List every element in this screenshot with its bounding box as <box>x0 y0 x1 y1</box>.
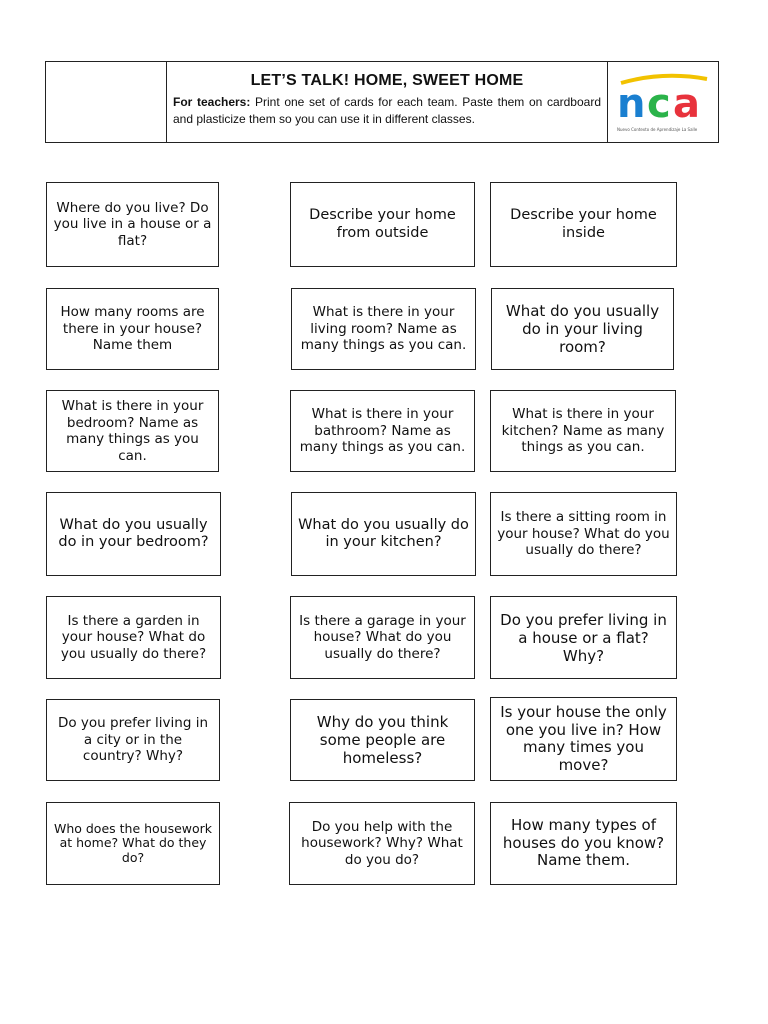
card-text: Do you prefer living in a house or a flat? Why? <box>500 610 667 665</box>
card-text: Describe your home from outside <box>309 207 456 241</box>
question-card <box>289 802 475 885</box>
question-card <box>491 288 674 370</box>
question-card <box>490 697 677 781</box>
header-logo-cell <box>608 62 718 142</box>
instructions-text: Print one set of cards for each team. Paste them on cardboard and plasticize them so you can use it in different classes. <box>173 95 601 126</box>
nca-logo <box>613 69 713 135</box>
logo-letter-n: n <box>617 81 646 127</box>
card-text: Do you help with the housework? Why? What do you do? <box>301 818 463 868</box>
header-title-cell <box>167 62 608 142</box>
logo-letter-a: a <box>673 81 700 127</box>
question-card <box>46 492 221 576</box>
card-text: Why do you think some people are homeless? <box>316 713 449 767</box>
logo-caption: Nuevo Contexto de Aprendizaje La Salle <box>617 127 698 132</box>
card-text: Is there a garden in your house? What do you usually do there? <box>60 612 207 662</box>
card-text: Is your house the only one you live in? How many times you move? <box>500 703 667 774</box>
card-text: What is there in your bathroom? Name as many things as you can. <box>299 406 466 456</box>
question-card <box>46 596 221 679</box>
card-text: How many rooms are there in your house? Name them <box>60 304 205 354</box>
question-card <box>290 699 475 781</box>
card-text: Who does the housework at home? What do they do? <box>53 820 213 865</box>
question-card <box>291 288 476 370</box>
page-title: LET’S TALK! HOME, SWEET HOME <box>250 72 524 89</box>
card-text: What is there in your living room? Name as many things as you can. <box>300 304 467 354</box>
question-card <box>46 288 219 370</box>
card-text: What do you usually do in your living room? <box>505 302 660 356</box>
header-table <box>45 61 719 143</box>
question-card <box>490 492 677 576</box>
header-empty-cell <box>46 62 167 142</box>
card-text: Is there a sitting room in your house? What do you usually do there? <box>497 509 670 559</box>
card-text: How many types of houses do you know? Name them. <box>502 816 665 870</box>
card-text: Do you prefer living in a city or in the country? Why? <box>57 715 209 765</box>
question-card <box>46 802 220 885</box>
nca-logo-icon <box>613 69 713 135</box>
question-card <box>490 802 677 885</box>
question-card <box>290 182 475 267</box>
question-card <box>46 699 220 781</box>
question-card <box>46 182 219 267</box>
question-card <box>46 390 219 472</box>
question-card <box>290 390 475 472</box>
teacher-instructions <box>173 94 601 128</box>
card-text: What is there in your bedroom? Name as many things as you can. <box>61 398 204 464</box>
teachers-label: For teachers: <box>173 95 251 109</box>
card-text: What is there in your kitchen? Name as many things as you can. <box>501 406 665 456</box>
question-card <box>290 596 475 679</box>
card-text: Describe your home inside <box>510 207 657 241</box>
question-card <box>490 390 676 472</box>
card-text: Where do you live? Do you live in a house or a flat? <box>53 199 212 249</box>
card-text: What do you usually do in your bedroom? <box>58 516 209 550</box>
question-card <box>490 182 677 267</box>
card-text: What do you usually do in your kitchen? <box>298 516 469 550</box>
logo-letter-c: c <box>647 81 671 127</box>
question-card <box>291 492 476 576</box>
card-text: Is there a garage in your house? What do you usually do there? <box>299 612 466 662</box>
question-card <box>490 596 677 679</box>
